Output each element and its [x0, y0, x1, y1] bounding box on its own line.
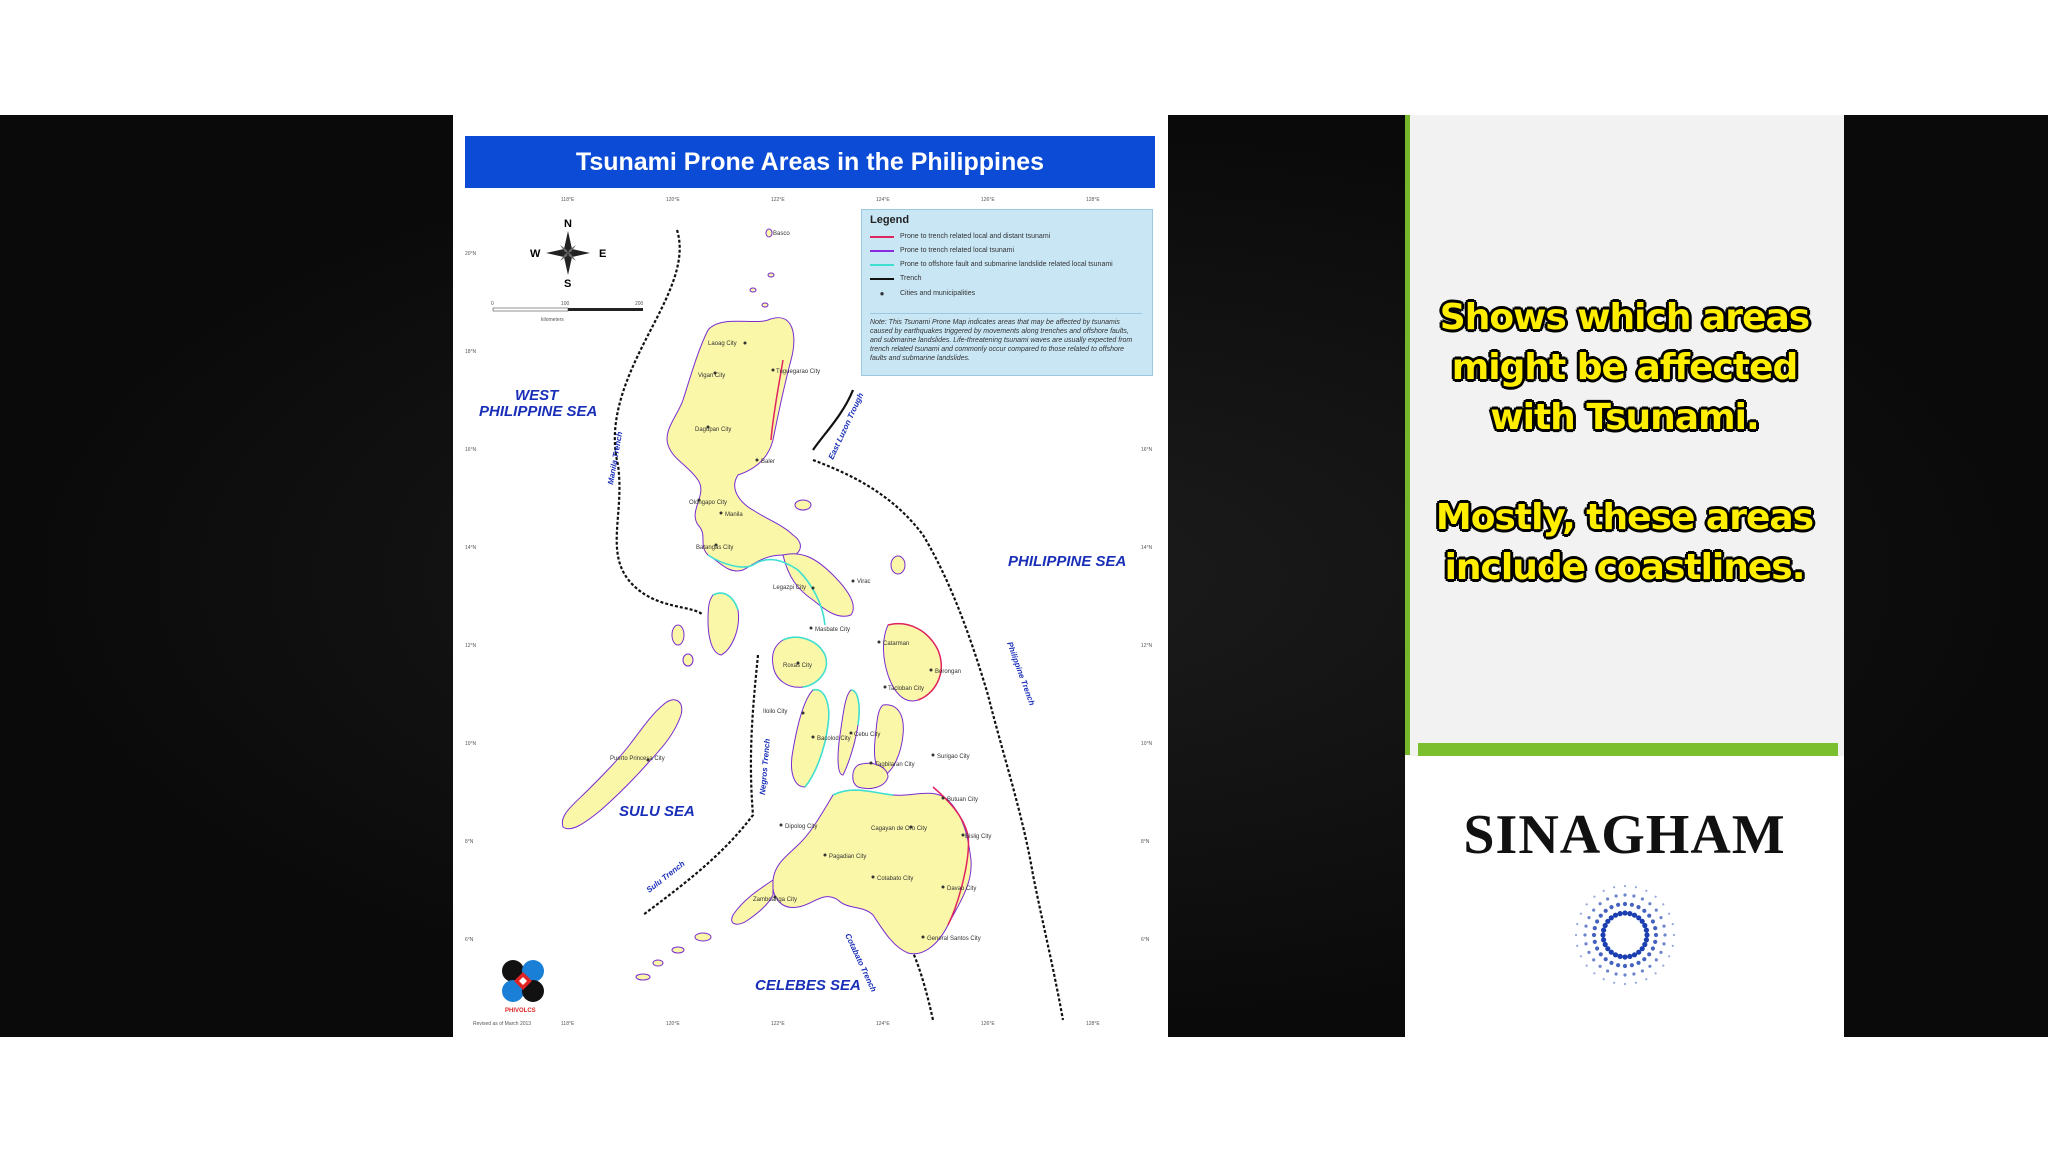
- city-label: Olongapo City: [689, 500, 728, 506]
- svg-text:122°E: 122°E: [771, 197, 785, 203]
- city-label: Bacolod City: [817, 736, 851, 742]
- legend-item: [870, 275, 922, 282]
- scale-tick-200: 200: [635, 301, 644, 307]
- city-label: Vigan City: [698, 373, 726, 379]
- map-legend: [861, 209, 1153, 376]
- city-label: Borongan: [935, 669, 962, 675]
- legend-item: [870, 247, 1014, 254]
- compass-rose-icon: [546, 231, 590, 275]
- compass-n-label: N: [564, 218, 572, 230]
- city-label: Virac: [857, 579, 871, 585]
- svg-text:20°N: 20°N: [465, 251, 477, 257]
- svg-text:14°N: 14°N: [1141, 545, 1153, 551]
- caption-line: might be affected: [1451, 347, 1798, 388]
- sunburst-logo-icon: [1565, 875, 1685, 995]
- svg-text:8°N: 8°N: [465, 839, 474, 845]
- caption-line: Shows which areas: [1439, 297, 1810, 338]
- caption-block-2: [1405, 493, 1844, 593]
- sea-label-celebes: CELEBES SEA: [755, 977, 861, 994]
- city-label: Surigao City: [937, 754, 970, 760]
- city-label: Masbate City: [815, 627, 851, 633]
- city-label: General Santos City: [927, 936, 981, 942]
- svg-text:6°N: 6°N: [1141, 937, 1150, 943]
- legend-swatch-cyan: [870, 264, 894, 266]
- map-panel: [453, 115, 1168, 1037]
- city-label: Tuguegarao City: [776, 369, 821, 375]
- agency-label: PHIVOLCS: [505, 1008, 536, 1014]
- svg-text:12°N: 12°N: [465, 643, 477, 649]
- svg-text:124°E: 124°E: [876, 1021, 890, 1027]
- video-frame: [0, 115, 2048, 1037]
- sea-label-west-line1: WEST: [515, 387, 559, 404]
- legend-swatch-purple: [870, 250, 894, 252]
- city-label: Iloilo City: [763, 709, 788, 715]
- trench-label-sulu: Sulu Trench: [644, 859, 687, 895]
- svg-text:16°N: 16°N: [465, 447, 477, 453]
- city-label: Tacloban City: [888, 686, 925, 692]
- city-label: Baler: [761, 459, 776, 465]
- svg-text:14°N: 14°N: [465, 545, 477, 551]
- city-label: Bislig City: [965, 834, 992, 840]
- svg-text:126°E: 126°E: [981, 197, 995, 203]
- sea-label-philippine: PHILIPPINE SEA: [1008, 553, 1127, 570]
- legend-title: Legend: [870, 214, 910, 226]
- city-label: Tagbilaran City: [875, 762, 915, 768]
- revision-label: Revised as of March 2013: [473, 1021, 532, 1027]
- city-label: Basco: [773, 231, 790, 237]
- city-label: Cagayan de Oro City: [871, 826, 928, 832]
- svg-text:18°N: 18°N: [465, 349, 477, 355]
- city-label: Manila: [725, 512, 743, 518]
- svg-text:120°E: 120°E: [666, 1021, 680, 1027]
- city-label: Legazpi City: [773, 585, 807, 591]
- city-label: Dipolog City: [785, 824, 818, 830]
- accent-bar: [1418, 743, 1838, 756]
- brand-name: SINAGHAM: [1463, 804, 1786, 866]
- city-label: Butuan City: [947, 797, 979, 803]
- svg-text:6°N: 6°N: [465, 937, 474, 943]
- sea-label-west-line2: PHILIPPINE SEA: [479, 403, 598, 420]
- city-label: Pagadian City: [829, 854, 867, 860]
- city-label: Cebu City: [854, 732, 881, 738]
- legend-item: [870, 261, 1113, 268]
- scale-unit: kilometers: [541, 317, 564, 323]
- legend-item: [870, 233, 1050, 240]
- scale-tick-0: 0: [491, 301, 494, 307]
- compass-s-label: S: [564, 278, 572, 290]
- caption-line: with Tsunami.: [1490, 397, 1759, 438]
- legend-item-label: Trench: [900, 275, 922, 282]
- legend-item-label: Prone to offshore fault and submarine landslide related local tsunami: [900, 261, 1113, 268]
- svg-text:122°E: 122°E: [771, 1021, 785, 1027]
- phivolcs-logo-icon: [502, 960, 544, 1002]
- city-label: Catarman: [883, 641, 910, 647]
- trench-label-cotabato: Cotabato Trench: [843, 932, 879, 994]
- city-label: Roxas City: [783, 663, 813, 669]
- legend-item-label: Prone to trench related local and distant tsunami: [900, 233, 1051, 240]
- legend-note: Note: This Tsunami Prone Map indicates areas that may be affected by tsunamis caused by earthquakes triggered by movements along trenches and offshore faults, and submarine landslides. Life-threatening tsunami waves are usually expected from trench related tsunami and commonly occur compared to those related to offshore faults and submarine landslides.: [870, 313, 1142, 363]
- trench-label-manila: Manila Trench: [606, 430, 625, 486]
- info-panel: [1405, 115, 1844, 1037]
- legend-swatch-red: [870, 236, 894, 238]
- legend-item-label: Prone to trench related local tsunami: [900, 247, 1015, 254]
- caption-line: Mostly, these areas: [1435, 497, 1814, 538]
- svg-text:118°E: 118°E: [561, 197, 575, 203]
- trench-label-philippine: Philippine Trench: [1005, 640, 1037, 707]
- city-label: Puerto Princesa City: [610, 756, 665, 762]
- svg-text:10°N: 10°N: [1141, 741, 1153, 747]
- city-label: Laoag City: [708, 341, 737, 347]
- svg-text:128°E: 128°E: [1086, 1021, 1100, 1027]
- svg-text:118°E: 118°E: [561, 1021, 575, 1027]
- legend-swatch-city-dot-icon: ●: [879, 289, 885, 298]
- city-label: Cotabato City: [877, 876, 914, 882]
- svg-text:124°E: 124°E: [876, 197, 890, 203]
- caption-line: include coastlines.: [1444, 547, 1805, 588]
- compass-e-label: E: [599, 248, 607, 260]
- sea-label-sulu: SULU SEA: [619, 803, 695, 820]
- legend-swatch-trench: [870, 278, 894, 280]
- trench-label-east-luzon: East Luzon Trough: [826, 391, 866, 461]
- caption-block-1: [1405, 293, 1844, 443]
- legend-item-label: Cities and municipalities: [900, 290, 976, 297]
- scale-tick-100: 100: [561, 301, 570, 307]
- svg-text:12°N: 12°N: [1141, 643, 1153, 649]
- city-label: Dagupan City: [695, 427, 732, 433]
- svg-text:10°N: 10°N: [465, 741, 477, 747]
- svg-text:126°E: 126°E: [981, 1021, 995, 1027]
- svg-text:120°E: 120°E: [666, 197, 680, 203]
- svg-text:128°E: 128°E: [1086, 197, 1100, 203]
- legend-item: [870, 289, 975, 298]
- city-label: Davao City: [947, 886, 977, 892]
- scale-bar: [491, 301, 644, 323]
- map-title: Tsunami Prone Areas in the Philippines: [465, 136, 1155, 188]
- city-label: Batangas City: [696, 545, 734, 551]
- city-label: Zamboanga City: [753, 897, 798, 903]
- svg-text:8°N: 8°N: [1141, 839, 1150, 845]
- svg-text:16°N: 16°N: [1141, 447, 1153, 453]
- trench-label-negros: Negros Trench: [758, 738, 772, 796]
- compass-w-label: W: [530, 248, 541, 260]
